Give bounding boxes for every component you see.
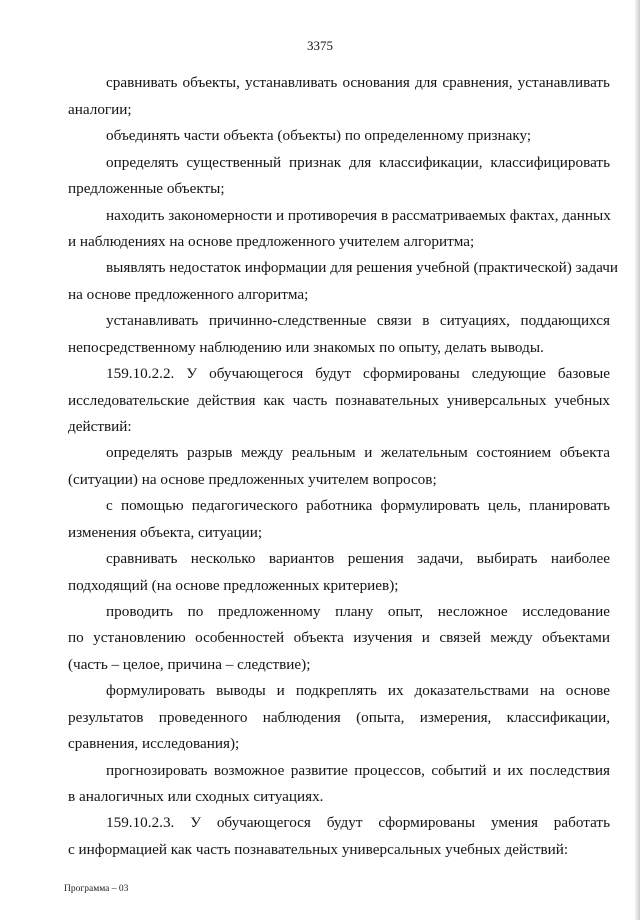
- text-line-04: определять существенный признак для классификации, классифицировать: [106, 154, 610, 171]
- text-line-15: определять разрыв между реальным и желательным состоянием объекта: [106, 444, 610, 461]
- text-line-06: находить закономерности и противоречия в рассматриваемых фактах, данных: [106, 207, 611, 224]
- text-line-21: проводить по предложенному плану опыт, несложное исследование: [106, 603, 610, 620]
- text-line-23: (часть – целое, причина – следствие);: [68, 656, 311, 673]
- text-line-13: исследовательские действия как часть познавательных универсальных учебных: [68, 392, 610, 409]
- text-line-30: с информацией как часть познавательных универсальных учебных действий:: [68, 841, 569, 858]
- text-line-16: (ситуации) на основе предложенных учителем вопросов;: [68, 471, 437, 488]
- text-line-17: с помощью педагогического работника формулировать цель, планировать: [106, 497, 610, 514]
- text-line-22: по установлению особенностей объекта изучения и связей между объектами: [68, 629, 610, 646]
- text-line-27: прогнозировать возможное развитие процессов, событий и их последствия: [106, 762, 610, 779]
- text-line-18: изменения объекта, ситуации;: [68, 524, 263, 541]
- text-line-25: результатов проведенного наблюдения (опыта, измерения, классификации,: [68, 709, 610, 726]
- text-line-02: аналогии;: [68, 101, 132, 118]
- text-line-08: выявлять недостаток информации для решения учебной (практической) задачи: [106, 259, 618, 276]
- footer-label: Программа – 03: [64, 884, 129, 894]
- text-line-11: непосредственному наблюдению или знакомых по опыту, делать выводы.: [68, 339, 544, 356]
- text-line-24: формулировать выводы и подкреплять их доказательствами на основе: [106, 682, 610, 699]
- text-line-20: подходящий (на основе предложенных критериев);: [68, 577, 399, 594]
- text-line-09: на основе предложенного алгоритма;: [68, 286, 309, 303]
- scan-edge-shadow: [634, 0, 640, 920]
- text-line-19: сравнивать несколько вариантов решения задачи, выбирать наиболее: [106, 550, 610, 567]
- text-line-03: объединять части объекта (объекты) по определенному признаку;: [106, 127, 532, 144]
- text-line-14: действий:: [68, 418, 132, 435]
- page-number: 3375: [307, 38, 333, 53]
- text-line-07: и наблюдениях на основе предложенного учителем алгоритма;: [68, 233, 475, 250]
- text-line-01: сравнивать объекты, устанавливать основания для сравнения, устанавливать: [106, 74, 610, 91]
- text-line-10: устанавливать причинно-следственные связи в ситуациях, поддающихся: [106, 312, 610, 329]
- text-line-26: сравнения, исследования);: [68, 735, 240, 752]
- text-line-28: в аналогичных или сходных ситуациях.: [68, 788, 324, 805]
- text-line-12: 159.10.2.2. У обучающегося будут сформированы следующие базовые: [106, 365, 610, 382]
- text-line-29: 159.10.2.3. У обучающегося будут сформированы умения работать: [106, 814, 610, 831]
- text-line-05: предложенные объекты;: [68, 180, 225, 197]
